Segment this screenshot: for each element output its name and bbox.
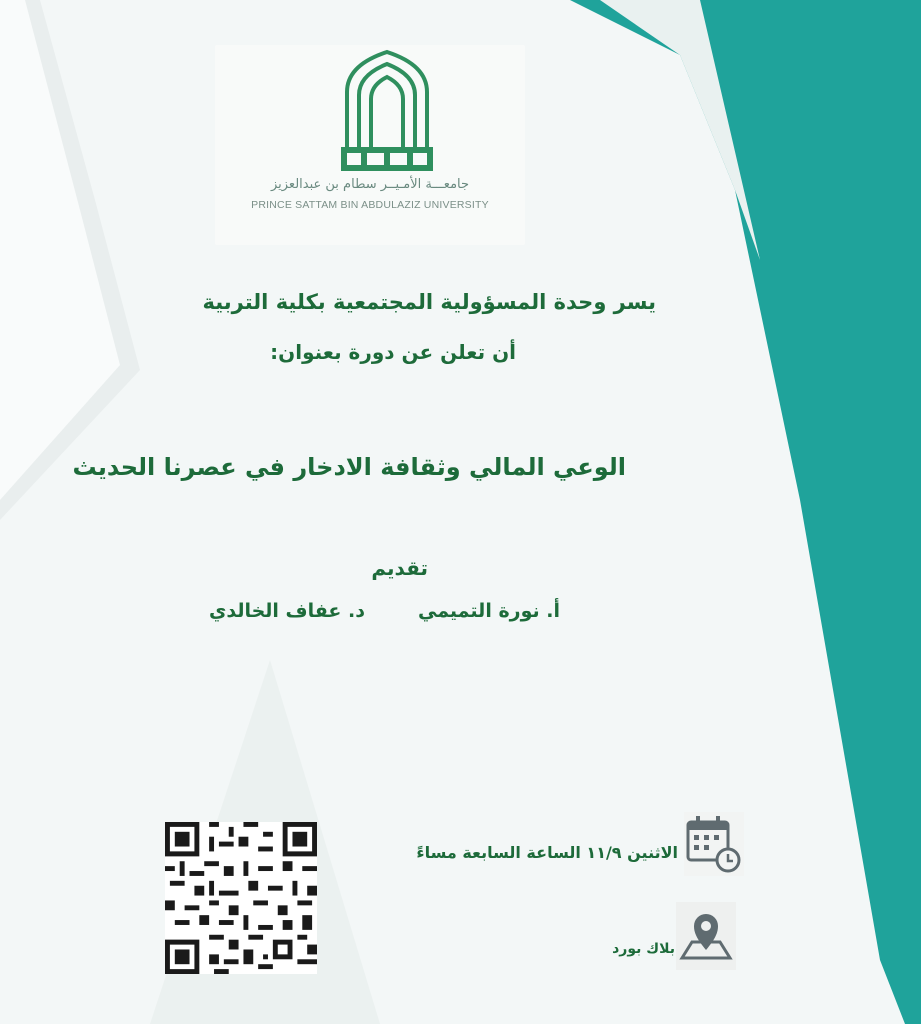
logo-arabic-name: جامعـــة الأمـيــر سطام بن عبدالعزيز (270, 177, 470, 192)
announcement-line-2: أن تعلن عن دورة بعنوان: (270, 340, 516, 364)
announcement-line-1: يسر وحدة المسؤولية المجتمعية بكلية التربية (202, 290, 656, 314)
university-logo (215, 45, 525, 245)
calendar-clock-icon (684, 812, 744, 876)
presenter-2: د. عفاف الخالدي (208, 600, 365, 622)
course-title: الوعي المالي وثقافة الادخار في عصرنا الحديث (72, 453, 626, 481)
qr-code-icon[interactable] (165, 822, 317, 974)
presenters (208, 600, 560, 632)
location-text: بلاك بورد (612, 941, 675, 957)
presented-by-label: تقديم (371, 556, 428, 580)
university-emblem-icon (337, 47, 437, 177)
presenter-1: أ. نورة التميمي (417, 600, 560, 622)
schedule-text: الاثنين ١١/٩ الساعة السابعة مساءً (416, 843, 678, 862)
map-pin-icon (676, 902, 736, 970)
logo-english-name: PRINCE SATTAM BIN ABDULAZIZ UNIVERSITY (251, 199, 489, 211)
